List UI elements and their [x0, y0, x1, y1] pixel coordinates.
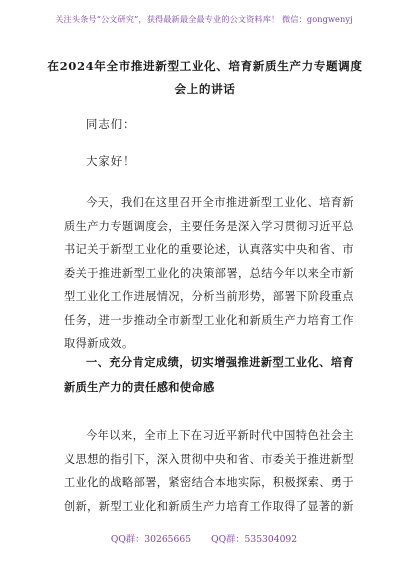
paragraph-section-1: 今年以来，全市上下在习近平新时代中国特色社会主义思想的指引下，深入贯彻中央和省、市委关于推进新型工业化的战略部署，紧密结合本地实际，积极探索、勇于创新，新型工业化和新质生产力培育工作取得了显著的新 — [64, 429, 354, 513]
salutation: 同志们： — [86, 117, 136, 131]
section-heading-1: 一、充分肯定成绩，切实增强推进新型工业化、培育新质生产力的责任感和使命感 — [64, 355, 354, 394]
footer-qq-group-2: QQ群：535304092 — [211, 534, 298, 545]
document-title-line-2: 会上的讲话 — [174, 82, 236, 96]
footer-contact — [0, 531, 408, 545]
footer-qq-group-1: QQ群：30265665 — [110, 534, 192, 545]
document-title-line-1: 在2024年全市推进新型工业化、培育新质生产力专题调度 — [47, 59, 363, 73]
greeting: 大家好！ — [86, 154, 136, 168]
header-banner: 关注头条号“公文研究”，获得最新最全最专业的公文资料库！ 微信：gongwenyj — [55, 14, 353, 24]
paragraph-intro: 今天，我们在这里召开全市推进新型工业化、培育新质生产力专题调度会，主要任务是深入学习贯彻习近平总书记关于新型工业化的重要论述，认真落实中央和省、市委关于推进新型工业化的决策部署，总结今年以来全市新型工业化工作进展情况，分析当前形势，部署下阶段重点任务，进一步推动全市新型工业化和新质生产力培育工作取得新成效。 — [64, 196, 354, 350]
